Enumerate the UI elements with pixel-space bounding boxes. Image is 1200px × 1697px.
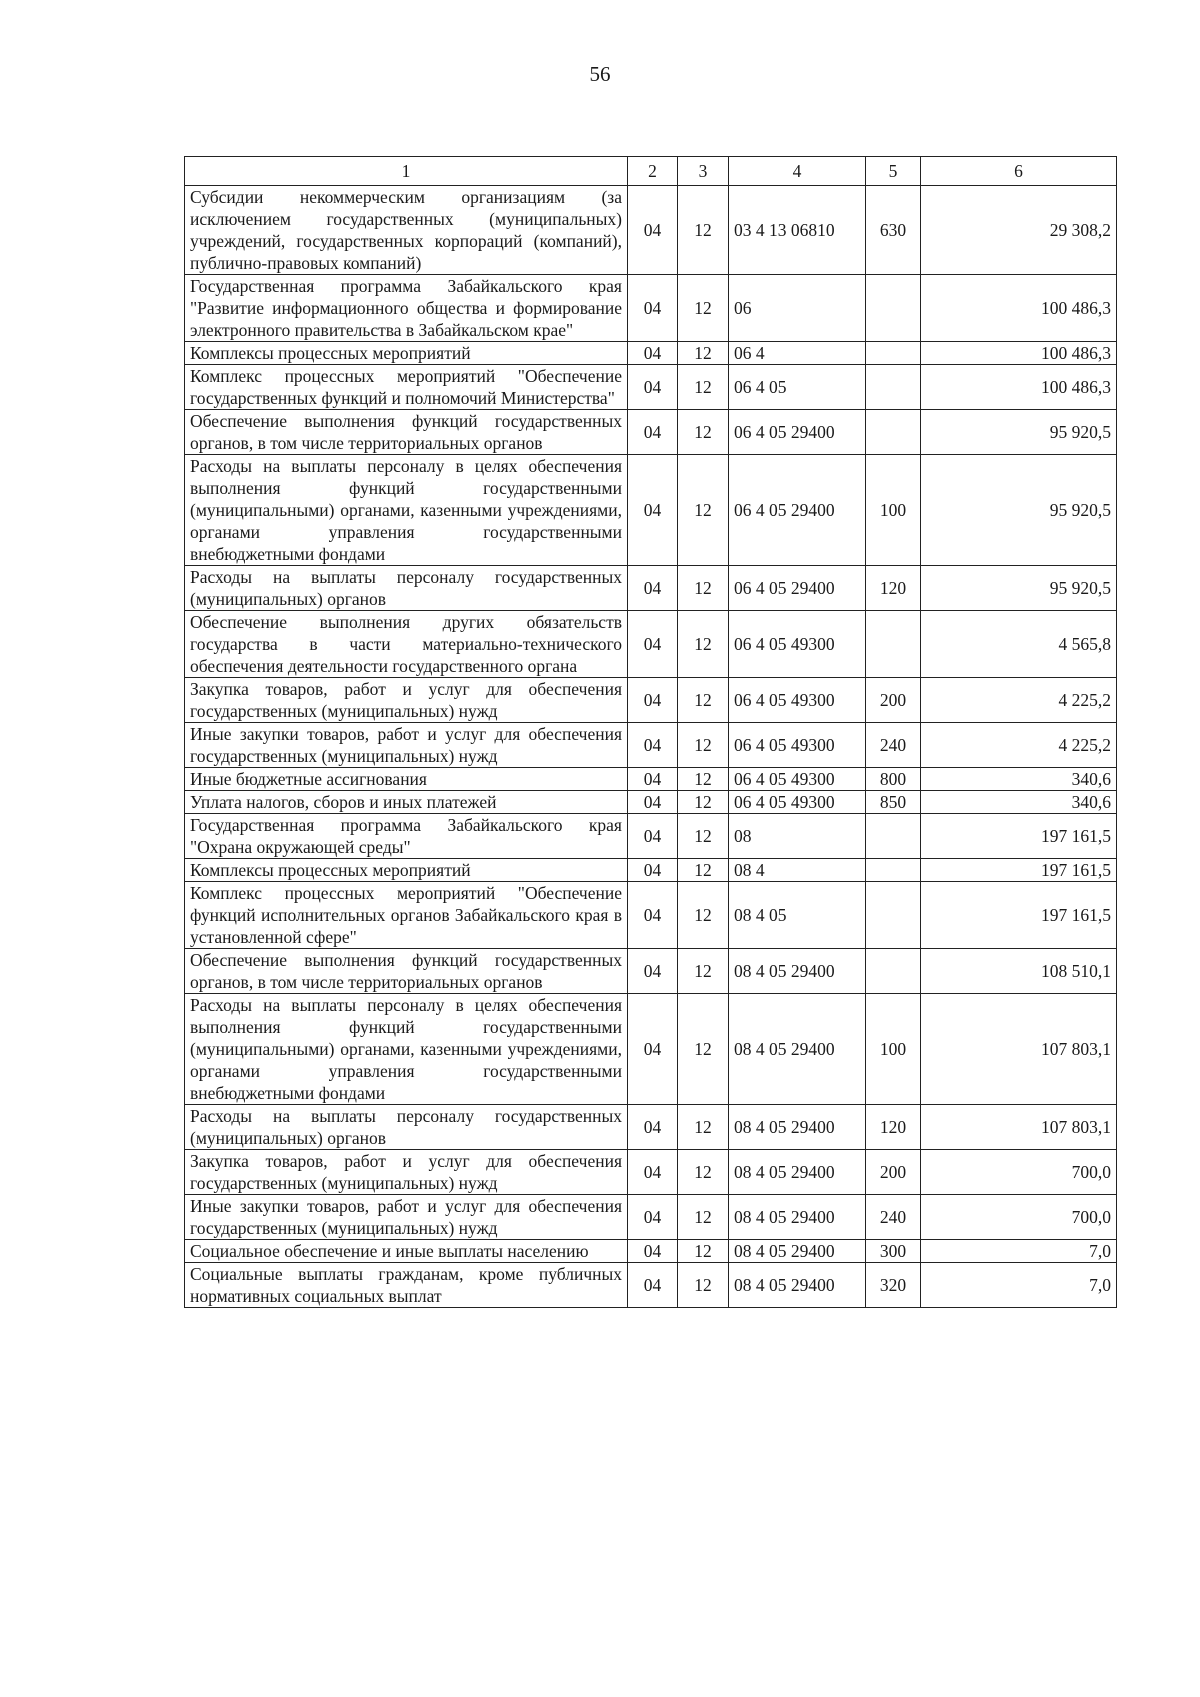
section-code: 04 <box>628 275 678 342</box>
section-code: 04 <box>628 566 678 611</box>
section-code: 04 <box>628 410 678 455</box>
expense-type-code: 100 <box>866 994 921 1105</box>
row-name: Закупка товаров, работ и услуг для обеспечения государственных (муниципальных) нужд <box>185 678 628 723</box>
amount: 108 510,1 <box>921 949 1117 994</box>
amount: 197 161,5 <box>921 814 1117 859</box>
row-name: Расходы на выплаты персоналу государственных (муниципальных) органов <box>185 1105 628 1150</box>
expense-type-code: 300 <box>866 1240 921 1263</box>
target-article-code: 06 <box>729 275 866 342</box>
section-code: 04 <box>628 1263 678 1308</box>
row-name: Обеспечение выполнения других обязательств государства в части материально-технического обеспечения деятельности государственного органа <box>185 611 628 678</box>
header-col-6: 6 <box>921 157 1117 186</box>
row-name: Комплекс процессных мероприятий "Обеспечение государственных функций и полномочий Министерства" <box>185 365 628 410</box>
expense-type-code: 800 <box>866 768 921 791</box>
table-row <box>185 1240 1117 1263</box>
target-article-code: 06 4 05 <box>729 365 866 410</box>
section-code: 04 <box>628 882 678 949</box>
row-name: Субсидии некоммерческим организациям (за исключением государственных (муниципальных) учреждений, государственных корпораций (компаний), публично-правовых компаний) <box>185 186 628 275</box>
section-code: 04 <box>628 611 678 678</box>
subsection-code: 12 <box>678 949 729 994</box>
table-row <box>185 365 1117 410</box>
row-name: Иные закупки товаров, работ и услуг для обеспечения государственных (муниципальных) нужд <box>185 723 628 768</box>
expense-type-code <box>866 949 921 994</box>
subsection-code: 12 <box>678 814 729 859</box>
target-article-code: 06 4 05 49300 <box>729 791 866 814</box>
section-code: 04 <box>628 1240 678 1263</box>
target-article-code: 08 4 05 29400 <box>729 1105 866 1150</box>
amount: 100 486,3 <box>921 275 1117 342</box>
section-code: 04 <box>628 678 678 723</box>
budget-table <box>184 156 1117 1308</box>
target-article-code: 08 4 05 29400 <box>729 1240 866 1263</box>
amount: 107 803,1 <box>921 1105 1117 1150</box>
subsection-code: 12 <box>678 566 729 611</box>
amount: 197 161,5 <box>921 882 1117 949</box>
target-article-code: 08 4 05 29400 <box>729 994 866 1105</box>
subsection-code: 12 <box>678 275 729 342</box>
table-row <box>185 859 1117 882</box>
row-name: Государственная программа Забайкальского края "Развитие информационного общества и формирование электронного правительства в Забайкальском крае" <box>185 275 628 342</box>
subsection-code: 12 <box>678 342 729 365</box>
row-name: Иные закупки товаров, работ и услуг для обеспечения государственных (муниципальных) нужд <box>185 1195 628 1240</box>
target-article-code: 03 4 13 06810 <box>729 186 866 275</box>
subsection-code: 12 <box>678 994 729 1105</box>
amount: 95 920,5 <box>921 455 1117 566</box>
target-article-code: 06 4 05 29400 <box>729 455 866 566</box>
expense-type-code <box>866 814 921 859</box>
table-row <box>185 1105 1117 1150</box>
row-name: Иные бюджетные ассигнования <box>185 768 628 791</box>
table-row <box>185 723 1117 768</box>
subsection-code: 12 <box>678 723 729 768</box>
expense-type-code: 120 <box>866 1105 921 1150</box>
subsection-code: 12 <box>678 1150 729 1195</box>
expense-type-code: 850 <box>866 791 921 814</box>
subsection-code: 12 <box>678 410 729 455</box>
target-article-code: 08 4 <box>729 859 866 882</box>
expense-type-code: 200 <box>866 678 921 723</box>
row-name: Социальное обеспечение и иные выплаты населению <box>185 1240 628 1263</box>
section-code: 04 <box>628 1150 678 1195</box>
table-row <box>185 678 1117 723</box>
subsection-code: 12 <box>678 365 729 410</box>
header-col-3: 3 <box>678 157 729 186</box>
row-name: Обеспечение выполнения функций государственных органов, в том числе территориальных органов <box>185 949 628 994</box>
table-header <box>185 157 1117 186</box>
table-row <box>185 342 1117 365</box>
table-row <box>185 275 1117 342</box>
header-col-1: 1 <box>185 157 628 186</box>
amount: 7,0 <box>921 1263 1117 1308</box>
header-col-4: 4 <box>729 157 866 186</box>
section-code: 04 <box>628 1105 678 1150</box>
expense-type-code: 320 <box>866 1263 921 1308</box>
section-code: 04 <box>628 768 678 791</box>
expense-type-code: 120 <box>866 566 921 611</box>
amount: 197 161,5 <box>921 859 1117 882</box>
section-code: 04 <box>628 949 678 994</box>
expense-type-code <box>866 342 921 365</box>
target-article-code: 08 4 05 29400 <box>729 1195 866 1240</box>
table-row <box>185 1195 1117 1240</box>
subsection-code: 12 <box>678 768 729 791</box>
subsection-code: 12 <box>678 1195 729 1240</box>
target-article-code: 08 4 05 29400 <box>729 1150 866 1195</box>
target-article-code: 06 4 05 49300 <box>729 611 866 678</box>
section-code: 04 <box>628 342 678 365</box>
table-row <box>185 791 1117 814</box>
page-number: 56 <box>589 62 611 86</box>
row-name: Социальные выплаты гражданам, кроме публичных нормативных социальных выплат <box>185 1263 628 1308</box>
target-article-code: 06 4 05 29400 <box>729 410 866 455</box>
section-code: 04 <box>628 186 678 275</box>
expense-type-code <box>866 611 921 678</box>
amount: 700,0 <box>921 1150 1117 1195</box>
expense-type-code: 100 <box>866 455 921 566</box>
table-body <box>185 186 1117 1308</box>
table-row <box>185 768 1117 791</box>
section-code: 04 <box>628 791 678 814</box>
table-row <box>185 186 1117 275</box>
subsection-code: 12 <box>678 882 729 949</box>
target-article-code: 06 4 05 49300 <box>729 678 866 723</box>
row-name: Комплексы процессных мероприятий <box>185 342 628 365</box>
table-row <box>185 814 1117 859</box>
table-row <box>185 1150 1117 1195</box>
expense-type-code: 630 <box>866 186 921 275</box>
subsection-code: 12 <box>678 1240 729 1263</box>
expense-type-code <box>866 410 921 455</box>
amount: 95 920,5 <box>921 410 1117 455</box>
target-article-code: 06 4 05 49300 <box>729 723 866 768</box>
amount: 700,0 <box>921 1195 1117 1240</box>
target-article-code: 08 <box>729 814 866 859</box>
subsection-code: 12 <box>678 859 729 882</box>
header-row <box>185 157 1117 186</box>
table-row <box>185 882 1117 949</box>
target-article-code: 06 4 05 29400 <box>729 566 866 611</box>
subsection-code: 12 <box>678 455 729 566</box>
target-article-code: 06 4 <box>729 342 866 365</box>
section-code: 04 <box>628 1195 678 1240</box>
row-name: Закупка товаров, работ и услуг для обеспечения государственных (муниципальных) нужд <box>185 1150 628 1195</box>
amount: 95 920,5 <box>921 566 1117 611</box>
table-row <box>185 1263 1117 1308</box>
section-code: 04 <box>628 994 678 1105</box>
header-col-2: 2 <box>628 157 678 186</box>
target-article-code: 08 4 05 29400 <box>729 1263 866 1308</box>
row-name: Комплексы процессных мероприятий <box>185 859 628 882</box>
table-row <box>185 994 1117 1105</box>
section-code: 04 <box>628 859 678 882</box>
table-row <box>185 410 1117 455</box>
table-row <box>185 949 1117 994</box>
row-name: Государственная программа Забайкальского края "Охрана окружающей среды" <box>185 814 628 859</box>
expense-type-code <box>866 859 921 882</box>
amount: 4 565,8 <box>921 611 1117 678</box>
section-code: 04 <box>628 455 678 566</box>
expense-type-code: 240 <box>866 1195 921 1240</box>
expense-type-code: 200 <box>866 1150 921 1195</box>
row-name: Уплата налогов, сборов и иных платежей <box>185 791 628 814</box>
target-article-code: 06 4 05 49300 <box>729 768 866 791</box>
section-code: 04 <box>628 365 678 410</box>
amount: 4 225,2 <box>921 678 1117 723</box>
amount: 100 486,3 <box>921 342 1117 365</box>
target-article-code: 08 4 05 <box>729 882 866 949</box>
amount: 4 225,2 <box>921 723 1117 768</box>
amount: 107 803,1 <box>921 994 1117 1105</box>
subsection-code: 12 <box>678 678 729 723</box>
target-article-code: 08 4 05 29400 <box>729 949 866 994</box>
section-code: 04 <box>628 814 678 859</box>
row-name: Обеспечение выполнения функций государственных органов, в том числе территориальных органов <box>185 410 628 455</box>
section-code: 04 <box>628 723 678 768</box>
amount: 7,0 <box>921 1240 1117 1263</box>
expense-type-code: 240 <box>866 723 921 768</box>
expense-type-code <box>866 365 921 410</box>
expense-type-code <box>866 882 921 949</box>
table-row <box>185 611 1117 678</box>
subsection-code: 12 <box>678 611 729 678</box>
subsection-code: 12 <box>678 791 729 814</box>
row-name: Расходы на выплаты персоналу государственных (муниципальных) органов <box>185 566 628 611</box>
row-name: Комплекс процессных мероприятий "Обеспечение функций исполнительных органов Забайкальского края в установленной сфере" <box>185 882 628 949</box>
amount: 340,6 <box>921 791 1117 814</box>
subsection-code: 12 <box>678 1263 729 1308</box>
subsection-code: 12 <box>678 186 729 275</box>
header-col-5: 5 <box>866 157 921 186</box>
row-name: Расходы на выплаты персоналу в целях обеспечения выполнения функций государственными (муниципальными) органами, казенными учреждениями, органами управления государственными внебюджетными фондами <box>185 994 628 1105</box>
row-name: Расходы на выплаты персоналу в целях обеспечения выполнения функций государственными (муниципальными) органами, казенными учреждениями, органами управления государственными внебюджетными фондами <box>185 455 628 566</box>
table-row <box>185 566 1117 611</box>
subsection-code: 12 <box>678 1105 729 1150</box>
expense-type-code <box>866 275 921 342</box>
amount: 100 486,3 <box>921 365 1117 410</box>
amount: 340,6 <box>921 768 1117 791</box>
table-row <box>185 455 1117 566</box>
amount: 29 308,2 <box>921 186 1117 275</box>
